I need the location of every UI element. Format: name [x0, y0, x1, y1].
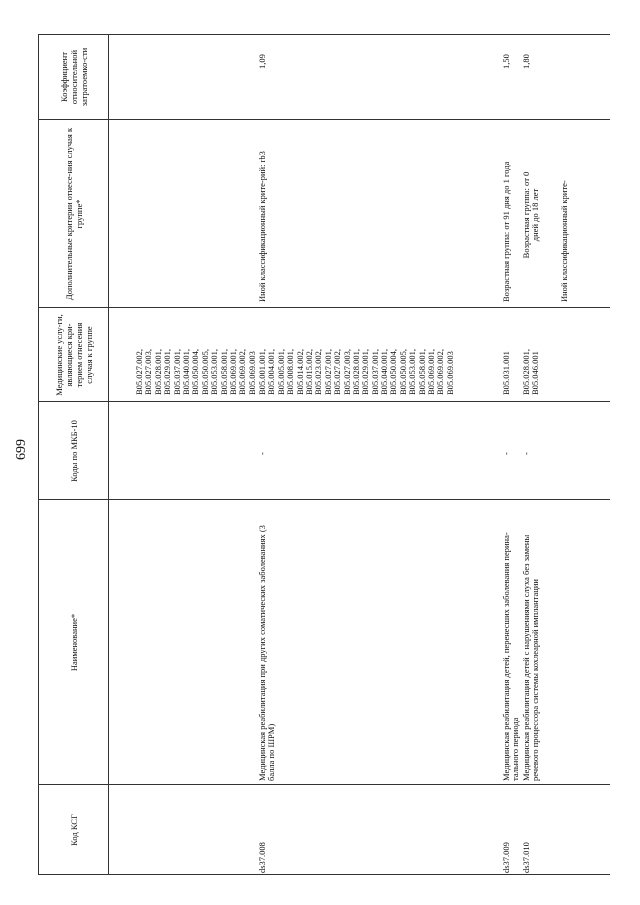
service-code: B05.029.001,: [360, 348, 371, 395]
service-code: B05.050.005,: [397, 348, 408, 395]
row-ds37-010-coefficient: 1,80: [521, 54, 531, 69]
service-code: B05.029.001,: [162, 348, 173, 395]
row-ds37-008-services: [258, 349, 455, 395]
service-code: B05.058.001,: [218, 348, 229, 395]
header-coefficient: Коэффициент относительной затратоемко-сти: [59, 47, 89, 107]
row-ds37-010-mkb: -: [521, 452, 531, 455]
page-number: 699: [14, 439, 29, 460]
header-services: Медицинские услу-ги, являющиеся кри-терием отнесения случая к группе: [54, 314, 94, 396]
column-divider-name-mkb: [38, 499, 610, 500]
service-code: B05.058.001,: [416, 348, 427, 395]
column-divider-services-criteria: [38, 307, 610, 308]
row-ds37-009-mkb: -: [501, 452, 511, 455]
service-code: B05.027.003,: [143, 348, 154, 395]
service-code: B05.027.002,: [332, 348, 343, 395]
header-criteria: Дополнительные критерии отнесе-ния случая к группе*: [64, 127, 84, 301]
row-ds37-010-services: [522, 349, 541, 395]
table-border-left: [38, 874, 610, 875]
header-bottom-border: [108, 35, 109, 875]
row-ds37-009-name: Медицинская реабилитация детей, перенесших заболевания перина-тального периода: [501, 532, 521, 781]
row-ds37-010-code: ds37.010: [521, 842, 531, 873]
row-ds37-010-criteria-continued: Иной классификационный крите-: [559, 180, 569, 302]
service-code: B05.028.001,: [350, 348, 361, 395]
service-code: B05.069.003: [444, 351, 455, 395]
row-ds37-009-services: [502, 351, 511, 395]
service-code: B05.040.001,: [180, 348, 191, 395]
service-code: B05.069.002,: [237, 348, 248, 395]
service-code: B05.028.001,: [152, 348, 163, 395]
row-ds37-008-mkb: -: [257, 452, 267, 455]
column-divider-criteria-coef: [38, 119, 610, 120]
row-ds37-008-criteria: Иной классификационный крите-рий: rb3: [257, 151, 267, 302]
row-ds37-008-code: ds37.008: [257, 842, 267, 873]
services-list-continued: [135, 349, 257, 395]
row-ds37-009-criteria: Возрастная группа: от 91 дня до 1 года: [501, 161, 511, 302]
service-code: B05.008.001,: [285, 348, 296, 395]
service-code: B05.031.001: [501, 351, 511, 395]
service-code: B05.053.001,: [209, 348, 220, 395]
row-ds37-010-name: Медицинская реабилитация детей с нарушениями слуха без замены речевого процессора системы кохлеарной имплантации: [521, 534, 541, 781]
service-code: B05.046.001: [530, 351, 541, 395]
service-code: B05.001.001,: [257, 348, 267, 395]
service-code: B05.050.004,: [388, 348, 399, 395]
service-code: B05.050.004,: [190, 348, 201, 395]
service-code: B05.015.002,: [303, 348, 314, 395]
service-code: B05.028.001,: [521, 348, 531, 395]
column-divider-code-name: [38, 784, 610, 785]
service-code: B05.004.001,: [266, 348, 277, 395]
service-code: B05.027.002,: [134, 348, 144, 395]
service-code: B05.027.001,: [322, 348, 333, 395]
service-code: B05.037.001,: [369, 348, 380, 395]
service-code: B05.069.002,: [435, 348, 446, 395]
row-ds37-009-code: ds37.009: [501, 842, 511, 873]
row-ds37-009-coefficient: 1,50: [501, 54, 511, 69]
column-divider-mkb-services: [38, 401, 610, 402]
row-ds37-008-name: Медицинская реабилитация при других соматических заболеваниях (3 балла по ШРМ): [257, 525, 277, 781]
header-name: Наименование*: [69, 613, 79, 672]
service-code: B05.069.001,: [426, 348, 437, 395]
service-code: B05.005.001,: [275, 348, 286, 395]
service-code: B05.069.003: [246, 351, 257, 395]
service-code: B05.027.003,: [341, 348, 352, 395]
service-code: B05.014.002,: [294, 348, 305, 395]
row-ds37-010-criteria: Возрастная группа: от 0 дней до 18 лет: [521, 171, 541, 259]
service-code: B05.037.001,: [171, 348, 182, 395]
service-code: B05.069.001,: [227, 348, 238, 395]
service-code: B05.053.001,: [407, 348, 418, 395]
service-code: B05.023.002,: [313, 348, 324, 395]
service-code: B05.040.001,: [379, 348, 390, 395]
table-top-border: [38, 35, 39, 875]
table-border-right: [38, 34, 610, 35]
header-mkb: Коды по МКБ-10: [69, 420, 79, 482]
service-code: B05.050.005,: [199, 348, 210, 395]
row-ds37-008-coefficient: 1,09: [257, 54, 267, 69]
header-code: Код КСГ: [69, 814, 79, 846]
